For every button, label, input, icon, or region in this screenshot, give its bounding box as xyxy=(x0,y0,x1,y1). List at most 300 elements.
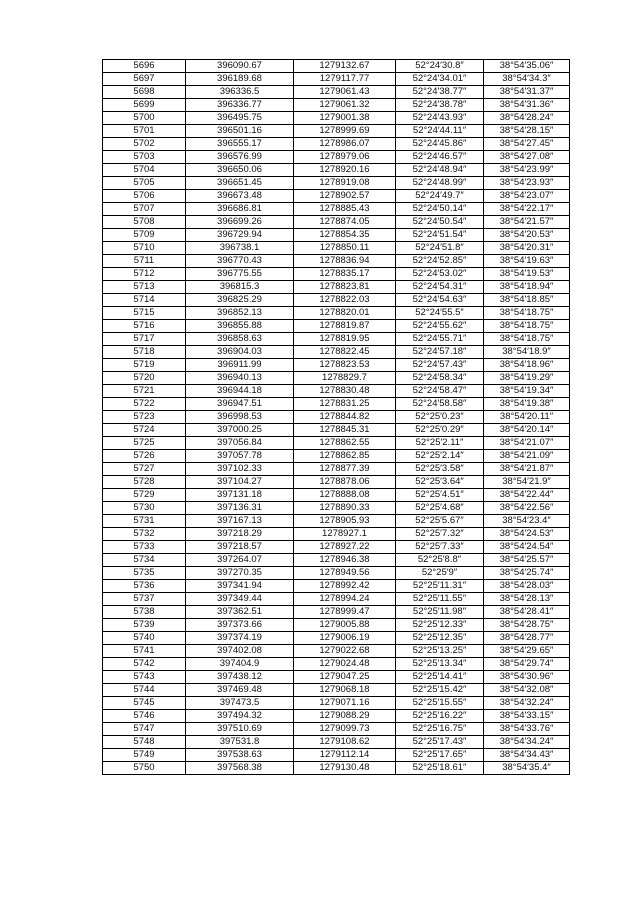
x-coordinate-cell: 397373.66 xyxy=(186,619,294,632)
x-coordinate-cell: 396501.16 xyxy=(186,125,294,138)
y-coordinate-cell: 1278878.06 xyxy=(294,476,396,489)
y-coordinate-cell: 1279068.18 xyxy=(294,684,396,697)
longitude-cell: 38°54′31.37″ xyxy=(484,86,570,99)
x-coordinate-cell: 396770.43 xyxy=(186,255,294,268)
longitude-cell: 38°54′18.9″ xyxy=(484,346,570,359)
x-coordinate-cell: 397131.18 xyxy=(186,489,294,502)
longitude-cell: 38°54′28.41″ xyxy=(484,606,570,619)
x-coordinate-cell: 397136.31 xyxy=(186,502,294,515)
longitude-cell: 38°54′30.96″ xyxy=(484,671,570,684)
y-coordinate-cell: 1279001.38 xyxy=(294,112,396,125)
latitude-cell: 52°25′0.23″ xyxy=(396,411,484,424)
coordinates-table-body xyxy=(103,60,570,775)
x-coordinate-cell: 396940.13 xyxy=(186,372,294,385)
table-row xyxy=(103,463,570,476)
x-coordinate-cell: 396673.48 xyxy=(186,190,294,203)
y-coordinate-cell: 1279006.19 xyxy=(294,632,396,645)
table-row xyxy=(103,112,570,125)
y-coordinate-cell: 1278819.95 xyxy=(294,333,396,346)
y-coordinate-cell: 1278823.53 xyxy=(294,359,396,372)
longitude-cell: 38°54′19.53″ xyxy=(484,268,570,281)
table-row xyxy=(103,203,570,216)
latitude-cell: 52°25′2.14″ xyxy=(396,450,484,463)
longitude-cell: 38°54′25.74″ xyxy=(484,567,570,580)
table-row xyxy=(103,567,570,580)
latitude-cell: 52°25′15.42″ xyxy=(396,684,484,697)
point-number-cell: 5724 xyxy=(103,424,186,437)
x-coordinate-cell: 396336.5 xyxy=(186,86,294,99)
longitude-cell: 38°54′32.24″ xyxy=(484,697,570,710)
x-coordinate-cell: 396852.13 xyxy=(186,307,294,320)
table-row xyxy=(103,385,570,398)
longitude-cell: 38°54′19.63″ xyxy=(484,255,570,268)
table-row xyxy=(103,606,570,619)
latitude-cell: 52°25′16.75″ xyxy=(396,723,484,736)
table-row xyxy=(103,255,570,268)
latitude-cell: 52°25′15.55″ xyxy=(396,697,484,710)
latitude-cell: 52°24′53.02″ xyxy=(396,268,484,281)
table-row xyxy=(103,554,570,567)
longitude-cell: 38°54′23.4″ xyxy=(484,515,570,528)
y-coordinate-cell: 1278831.25 xyxy=(294,398,396,411)
latitude-cell: 52°24′57.18″ xyxy=(396,346,484,359)
longitude-cell: 38°54′25.57″ xyxy=(484,554,570,567)
point-number-cell: 5702 xyxy=(103,138,186,151)
point-number-cell: 5727 xyxy=(103,463,186,476)
longitude-cell: 38°54′21.07″ xyxy=(484,437,570,450)
point-number-cell: 5747 xyxy=(103,723,186,736)
longitude-cell: 38°54′31.36″ xyxy=(484,99,570,112)
table-row xyxy=(103,723,570,736)
longitude-cell: 38°54′33.15″ xyxy=(484,710,570,723)
latitude-cell: 52°24′57.43″ xyxy=(396,359,484,372)
coordinates-table xyxy=(102,59,570,775)
x-coordinate-cell: 396855.88 xyxy=(186,320,294,333)
x-coordinate-cell: 396189.68 xyxy=(186,73,294,86)
x-coordinate-cell: 396699.26 xyxy=(186,216,294,229)
x-coordinate-cell: 397469.48 xyxy=(186,684,294,697)
table-row xyxy=(103,515,570,528)
y-coordinate-cell: 1279005.88 xyxy=(294,619,396,632)
y-coordinate-cell: 1278902.57 xyxy=(294,190,396,203)
longitude-cell: 38°54′23.07″ xyxy=(484,190,570,203)
latitude-cell: 52°25′8.8″ xyxy=(396,554,484,567)
longitude-cell: 38°54′35.4″ xyxy=(484,762,570,775)
x-coordinate-cell: 396911.99 xyxy=(186,359,294,372)
point-number-cell: 5707 xyxy=(103,203,186,216)
latitude-cell: 52°25′4.68″ xyxy=(396,502,484,515)
y-coordinate-cell: 1278854.35 xyxy=(294,229,396,242)
point-number-cell: 5725 xyxy=(103,437,186,450)
y-coordinate-cell: 1278999.47 xyxy=(294,606,396,619)
latitude-cell: 52°24′48.94″ xyxy=(396,164,484,177)
point-number-cell: 5720 xyxy=(103,372,186,385)
point-number-cell: 5726 xyxy=(103,450,186,463)
latitude-cell: 52°25′3.64″ xyxy=(396,476,484,489)
y-coordinate-cell: 1278836.94 xyxy=(294,255,396,268)
point-number-cell: 5746 xyxy=(103,710,186,723)
x-coordinate-cell: 397264.07 xyxy=(186,554,294,567)
latitude-cell: 52°24′55.5″ xyxy=(396,307,484,320)
latitude-cell: 52°25′14.41″ xyxy=(396,671,484,684)
longitude-cell: 38°54′20.11″ xyxy=(484,411,570,424)
longitude-cell: 38°54′34.3″ xyxy=(484,73,570,86)
longitude-cell: 38°54′24.54″ xyxy=(484,541,570,554)
latitude-cell: 52°24′30.8″ xyxy=(396,60,484,73)
table-row xyxy=(103,372,570,385)
y-coordinate-cell: 1278992.42 xyxy=(294,580,396,593)
longitude-cell: 38°54′28.75″ xyxy=(484,619,570,632)
table-row xyxy=(103,268,570,281)
point-number-cell: 5740 xyxy=(103,632,186,645)
longitude-cell: 38°54′23.93″ xyxy=(484,177,570,190)
point-number-cell: 5745 xyxy=(103,697,186,710)
table-row xyxy=(103,450,570,463)
x-coordinate-cell: 396998.53 xyxy=(186,411,294,424)
point-number-cell: 5729 xyxy=(103,489,186,502)
x-coordinate-cell: 397218.29 xyxy=(186,528,294,541)
x-coordinate-cell: 396336.77 xyxy=(186,99,294,112)
point-number-cell: 5696 xyxy=(103,60,186,73)
latitude-cell: 52°25′11.98″ xyxy=(396,606,484,619)
latitude-cell: 52°24′55.71″ xyxy=(396,333,484,346)
x-coordinate-cell: 397104.27 xyxy=(186,476,294,489)
y-coordinate-cell: 1279061.43 xyxy=(294,86,396,99)
point-number-cell: 5697 xyxy=(103,73,186,86)
longitude-cell: 38°54′27.45″ xyxy=(484,138,570,151)
y-coordinate-cell: 1278888.08 xyxy=(294,489,396,502)
latitude-cell: 52°25′13.34″ xyxy=(396,658,484,671)
point-number-cell: 5733 xyxy=(103,541,186,554)
table-row xyxy=(103,138,570,151)
table-row xyxy=(103,99,570,112)
point-number-cell: 5732 xyxy=(103,528,186,541)
y-coordinate-cell: 1279071.16 xyxy=(294,697,396,710)
x-coordinate-cell: 396858.63 xyxy=(186,333,294,346)
longitude-cell: 38°54′18.85″ xyxy=(484,294,570,307)
longitude-cell: 38°54′20.14″ xyxy=(484,424,570,437)
point-number-cell: 5734 xyxy=(103,554,186,567)
latitude-cell: 52°24′51.54″ xyxy=(396,229,484,242)
latitude-cell: 52°25′18.61″ xyxy=(396,762,484,775)
latitude-cell: 52°24′44.11″ xyxy=(396,125,484,138)
point-number-cell: 5701 xyxy=(103,125,186,138)
point-number-cell: 5718 xyxy=(103,346,186,359)
latitude-cell: 52°24′58.34″ xyxy=(396,372,484,385)
latitude-cell: 52°24′58.58″ xyxy=(396,398,484,411)
y-coordinate-cell: 1278844.82 xyxy=(294,411,396,424)
x-coordinate-cell: 396576.99 xyxy=(186,151,294,164)
y-coordinate-cell: 1278890.33 xyxy=(294,502,396,515)
table-row xyxy=(103,593,570,606)
table-row xyxy=(103,437,570,450)
latitude-cell: 52°25′12.35″ xyxy=(396,632,484,645)
table-row xyxy=(103,177,570,190)
latitude-cell: 52°24′34.01″ xyxy=(396,73,484,86)
longitude-cell: 38°54′18.96″ xyxy=(484,359,570,372)
x-coordinate-cell: 396090.67 xyxy=(186,60,294,73)
table-row xyxy=(103,216,570,229)
latitude-cell: 52°25′0.29″ xyxy=(396,424,484,437)
x-coordinate-cell: 396738.1 xyxy=(186,242,294,255)
x-coordinate-cell: 397473.5 xyxy=(186,697,294,710)
x-coordinate-cell: 397494.32 xyxy=(186,710,294,723)
x-coordinate-cell: 397000.25 xyxy=(186,424,294,437)
table-row xyxy=(103,697,570,710)
point-number-cell: 5706 xyxy=(103,190,186,203)
longitude-cell: 38°54′20.31″ xyxy=(484,242,570,255)
longitude-cell: 38°54′19.34″ xyxy=(484,385,570,398)
x-coordinate-cell: 397057.78 xyxy=(186,450,294,463)
longitude-cell: 38°54′28.15″ xyxy=(484,125,570,138)
point-number-cell: 5713 xyxy=(103,281,186,294)
table-row xyxy=(103,346,570,359)
point-number-cell: 5704 xyxy=(103,164,186,177)
y-coordinate-cell: 1279099.73 xyxy=(294,723,396,736)
x-coordinate-cell: 397349.44 xyxy=(186,593,294,606)
x-coordinate-cell: 396729.94 xyxy=(186,229,294,242)
table-row xyxy=(103,658,570,671)
point-number-cell: 5721 xyxy=(103,385,186,398)
y-coordinate-cell: 1279061.32 xyxy=(294,99,396,112)
x-coordinate-cell: 396825.29 xyxy=(186,294,294,307)
x-coordinate-cell: 396815.3 xyxy=(186,281,294,294)
table-row xyxy=(103,190,570,203)
latitude-cell: 52°24′54.63″ xyxy=(396,294,484,307)
point-number-cell: 5736 xyxy=(103,580,186,593)
latitude-cell: 52°25′11.55″ xyxy=(396,593,484,606)
y-coordinate-cell: 1278994.24 xyxy=(294,593,396,606)
y-coordinate-cell: 1278823.81 xyxy=(294,281,396,294)
y-coordinate-cell: 1278927.22 xyxy=(294,541,396,554)
x-coordinate-cell: 396775.55 xyxy=(186,268,294,281)
table-row xyxy=(103,242,570,255)
longitude-cell: 38°54′22.44″ xyxy=(484,489,570,502)
x-coordinate-cell: 397568.38 xyxy=(186,762,294,775)
y-coordinate-cell: 1278820.01 xyxy=(294,307,396,320)
y-coordinate-cell: 1278877.39 xyxy=(294,463,396,476)
latitude-cell: 52°24′38.78″ xyxy=(396,99,484,112)
y-coordinate-cell: 1278874.05 xyxy=(294,216,396,229)
y-coordinate-cell: 1278845.31 xyxy=(294,424,396,437)
table-row xyxy=(103,73,570,86)
point-number-cell: 5705 xyxy=(103,177,186,190)
y-coordinate-cell: 1279117.77 xyxy=(294,73,396,86)
longitude-cell: 38°54′18.94″ xyxy=(484,281,570,294)
latitude-cell: 52°25′2.11″ xyxy=(396,437,484,450)
longitude-cell: 38°54′18.75″ xyxy=(484,320,570,333)
point-number-cell: 5712 xyxy=(103,268,186,281)
table-row xyxy=(103,229,570,242)
latitude-cell: 52°25′17.65″ xyxy=(396,749,484,762)
longitude-cell: 38°54′21.09″ xyxy=(484,450,570,463)
table-row xyxy=(103,736,570,749)
point-number-cell: 5748 xyxy=(103,736,186,749)
latitude-cell: 52°25′7.32″ xyxy=(396,528,484,541)
y-coordinate-cell: 1278949.56 xyxy=(294,567,396,580)
y-coordinate-cell: 1279088.29 xyxy=(294,710,396,723)
table-row xyxy=(103,307,570,320)
x-coordinate-cell: 397056.84 xyxy=(186,437,294,450)
longitude-cell: 38°54′34.24″ xyxy=(484,736,570,749)
longitude-cell: 38°54′18.75″ xyxy=(484,307,570,320)
point-number-cell: 5739 xyxy=(103,619,186,632)
table-row xyxy=(103,632,570,645)
latitude-cell: 52°24′51.8″ xyxy=(396,242,484,255)
point-number-cell: 5743 xyxy=(103,671,186,684)
point-number-cell: 5719 xyxy=(103,359,186,372)
y-coordinate-cell: 1278862.55 xyxy=(294,437,396,450)
table-row xyxy=(103,645,570,658)
latitude-cell: 52°25′17.43″ xyxy=(396,736,484,749)
x-coordinate-cell: 396650.06 xyxy=(186,164,294,177)
longitude-cell: 38°54′33.76″ xyxy=(484,723,570,736)
longitude-cell: 38°54′18.75″ xyxy=(484,333,570,346)
point-number-cell: 5749 xyxy=(103,749,186,762)
latitude-cell: 52°24′49.7″ xyxy=(396,190,484,203)
point-number-cell: 5715 xyxy=(103,307,186,320)
table-row xyxy=(103,320,570,333)
latitude-cell: 52°25′16.22″ xyxy=(396,710,484,723)
table-row xyxy=(103,333,570,346)
y-coordinate-cell: 1278819.87 xyxy=(294,320,396,333)
y-coordinate-cell: 1278986.07 xyxy=(294,138,396,151)
table-row xyxy=(103,281,570,294)
table-row xyxy=(103,749,570,762)
table-row xyxy=(103,125,570,138)
table-row xyxy=(103,398,570,411)
longitude-cell: 38°54′22.17″ xyxy=(484,203,570,216)
longitude-cell: 38°54′29.74″ xyxy=(484,658,570,671)
latitude-cell: 52°24′48.99″ xyxy=(396,177,484,190)
table-row xyxy=(103,294,570,307)
longitude-cell: 38°54′27.08″ xyxy=(484,151,570,164)
point-number-cell: 5750 xyxy=(103,762,186,775)
y-coordinate-cell: 1278835.17 xyxy=(294,268,396,281)
longitude-cell: 38°54′34.43″ xyxy=(484,749,570,762)
table-row xyxy=(103,424,570,437)
longitude-cell: 38°54′32.08″ xyxy=(484,684,570,697)
table-row xyxy=(103,86,570,99)
y-coordinate-cell: 1278927.1 xyxy=(294,528,396,541)
longitude-cell: 38°54′20.53″ xyxy=(484,229,570,242)
y-coordinate-cell: 1278850.11 xyxy=(294,242,396,255)
table-row xyxy=(103,684,570,697)
longitude-cell: 38°54′24.53″ xyxy=(484,528,570,541)
latitude-cell: 52°25′7.33″ xyxy=(396,541,484,554)
latitude-cell: 52°24′46.57″ xyxy=(396,151,484,164)
point-number-cell: 5709 xyxy=(103,229,186,242)
latitude-cell: 52°25′12.33″ xyxy=(396,619,484,632)
point-number-cell: 5730 xyxy=(103,502,186,515)
point-number-cell: 5737 xyxy=(103,593,186,606)
point-number-cell: 5714 xyxy=(103,294,186,307)
point-number-cell: 5699 xyxy=(103,99,186,112)
latitude-cell: 52°24′38.77″ xyxy=(396,86,484,99)
x-coordinate-cell: 397510.69 xyxy=(186,723,294,736)
x-coordinate-cell: 397374.19 xyxy=(186,632,294,645)
point-number-cell: 5717 xyxy=(103,333,186,346)
y-coordinate-cell: 1278822.03 xyxy=(294,294,396,307)
table-row xyxy=(103,619,570,632)
point-number-cell: 5710 xyxy=(103,242,186,255)
x-coordinate-cell: 397538.63 xyxy=(186,749,294,762)
y-coordinate-cell: 1279132.67 xyxy=(294,60,396,73)
point-number-cell: 5723 xyxy=(103,411,186,424)
table-row xyxy=(103,359,570,372)
longitude-cell: 38°54′21.57″ xyxy=(484,216,570,229)
y-coordinate-cell: 1278830.48 xyxy=(294,385,396,398)
y-coordinate-cell: 1278885.43 xyxy=(294,203,396,216)
y-coordinate-cell: 1278829.7 xyxy=(294,372,396,385)
longitude-cell: 38°54′28.03″ xyxy=(484,580,570,593)
table-row xyxy=(103,762,570,775)
y-coordinate-cell: 1279047.25 xyxy=(294,671,396,684)
x-coordinate-cell: 397270.35 xyxy=(186,567,294,580)
point-number-cell: 5708 xyxy=(103,216,186,229)
point-number-cell: 5703 xyxy=(103,151,186,164)
x-coordinate-cell: 396944.18 xyxy=(186,385,294,398)
latitude-cell: 52°24′55.62″ xyxy=(396,320,484,333)
table-row xyxy=(103,164,570,177)
point-number-cell: 5741 xyxy=(103,645,186,658)
latitude-cell: 52°25′13.25″ xyxy=(396,645,484,658)
latitude-cell: 52°24′52.85″ xyxy=(396,255,484,268)
table-row xyxy=(103,476,570,489)
longitude-cell: 38°54′28.13″ xyxy=(484,593,570,606)
longitude-cell: 38°54′21.9″ xyxy=(484,476,570,489)
x-coordinate-cell: 397531.8 xyxy=(186,736,294,749)
table-row xyxy=(103,411,570,424)
x-coordinate-cell: 397341.94 xyxy=(186,580,294,593)
table-row xyxy=(103,502,570,515)
latitude-cell: 52°24′45.86″ xyxy=(396,138,484,151)
latitude-cell: 52°24′50.14″ xyxy=(396,203,484,216)
x-coordinate-cell: 396686.81 xyxy=(186,203,294,216)
point-number-cell: 5700 xyxy=(103,112,186,125)
y-coordinate-cell: 1278920.16 xyxy=(294,164,396,177)
x-coordinate-cell: 396947.51 xyxy=(186,398,294,411)
point-number-cell: 5744 xyxy=(103,684,186,697)
longitude-cell: 38°54′22.56″ xyxy=(484,502,570,515)
latitude-cell: 52°25′5.67″ xyxy=(396,515,484,528)
longitude-cell: 38°54′19.29″ xyxy=(484,372,570,385)
point-number-cell: 5711 xyxy=(103,255,186,268)
x-coordinate-cell: 396555.17 xyxy=(186,138,294,151)
latitude-cell: 52°25′9″ xyxy=(396,567,484,580)
table-row xyxy=(103,710,570,723)
point-number-cell: 5742 xyxy=(103,658,186,671)
point-number-cell: 5731 xyxy=(103,515,186,528)
x-coordinate-cell: 397218.57 xyxy=(186,541,294,554)
y-coordinate-cell: 1279112.14 xyxy=(294,749,396,762)
y-coordinate-cell: 1278979.06 xyxy=(294,151,396,164)
y-coordinate-cell: 1278822.45 xyxy=(294,346,396,359)
longitude-cell: 38°54′28.77″ xyxy=(484,632,570,645)
latitude-cell: 52°25′11.31″ xyxy=(396,580,484,593)
latitude-cell: 52°24′58.47″ xyxy=(396,385,484,398)
point-number-cell: 5716 xyxy=(103,320,186,333)
longitude-cell: 38°54′28.24″ xyxy=(484,112,570,125)
table-row xyxy=(103,60,570,73)
latitude-cell: 52°24′54.31″ xyxy=(396,281,484,294)
y-coordinate-cell: 1279108.62 xyxy=(294,736,396,749)
point-number-cell: 5728 xyxy=(103,476,186,489)
point-number-cell: 5738 xyxy=(103,606,186,619)
point-number-cell: 5735 xyxy=(103,567,186,580)
latitude-cell: 52°25′3.58″ xyxy=(396,463,484,476)
x-coordinate-cell: 397404.9 xyxy=(186,658,294,671)
